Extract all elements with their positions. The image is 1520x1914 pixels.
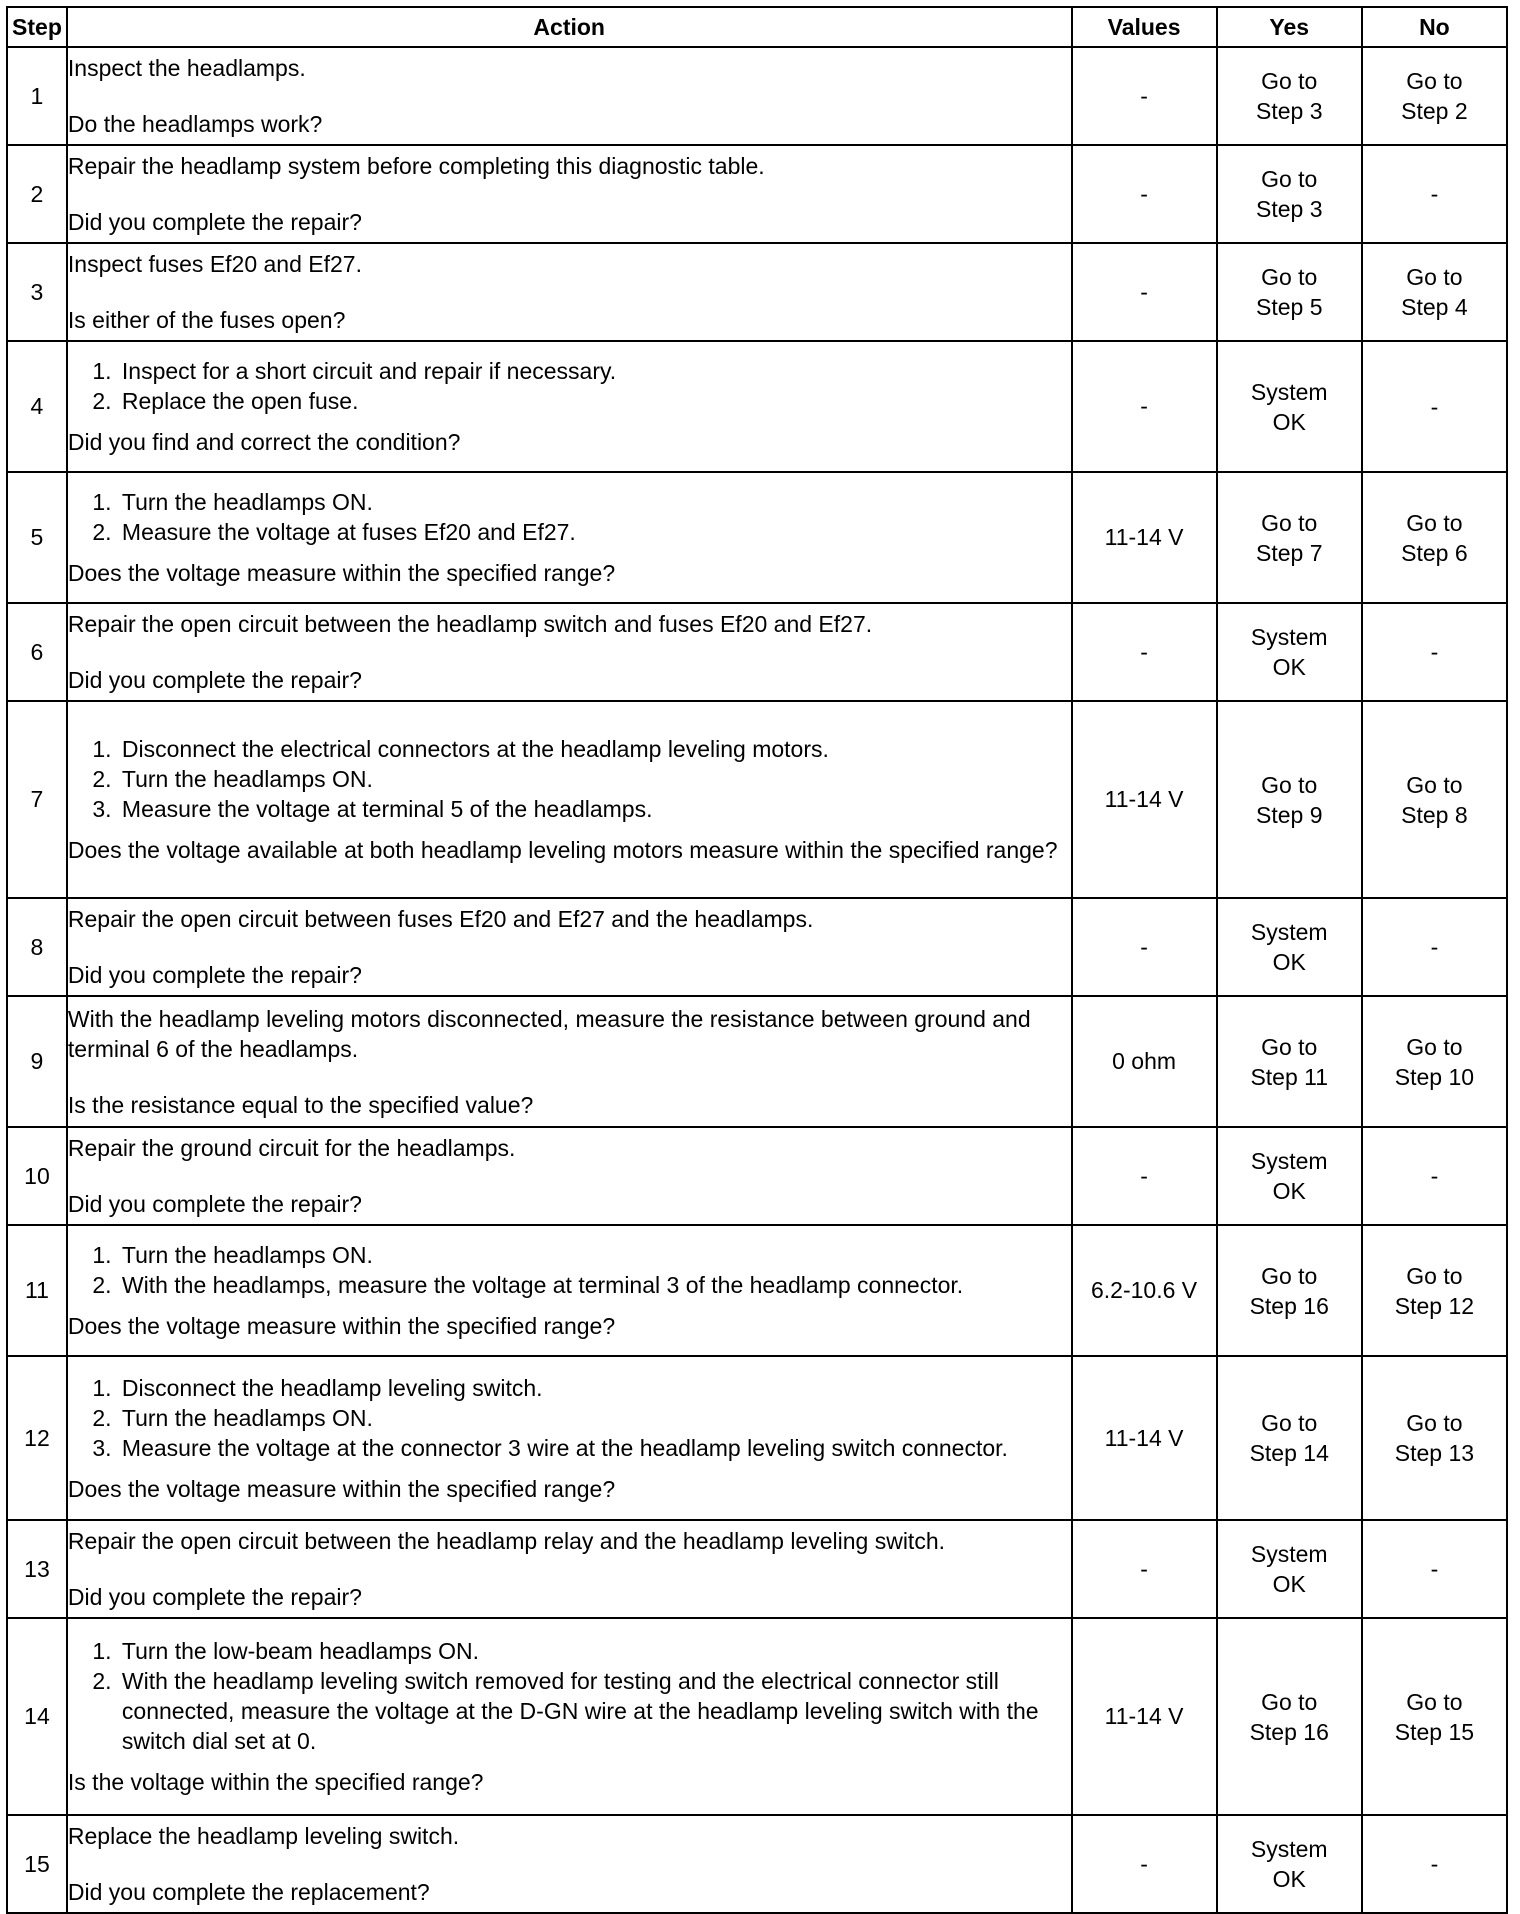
table-row [7,145,1507,243]
table-row [7,1815,1507,1913]
action-substep: 1. Disconnect the headlamp leveling switch. [118,1373,1071,1403]
table-row [7,1618,1507,1815]
action-substep: 2. Turn the headlamps ON. [118,764,1071,794]
action-instruction: Repair the headlamp system before completing this diagnostic table. [67,153,765,179]
table-row [7,701,1507,898]
value-cell: 11-14 V [1072,472,1217,603]
yes-cell [1217,701,1362,898]
yes-line: System [1250,1541,1328,1567]
action-instruction: Repair the ground circuit for the headlamps. [67,1135,516,1161]
no-cell [1362,1127,1507,1225]
no-cell [1362,1520,1507,1618]
table-row [7,603,1507,701]
action-cell [67,243,1072,341]
no-line: Step 13 [1394,1440,1475,1466]
value-cell: - [1072,1127,1217,1225]
action-instruction: With the headlamp leveling motors disconnected, measure the resistance between ground and terminal 6 of the headlamps. [67,1005,1031,1062]
yes-cell [1217,603,1362,701]
header-row [7,7,1507,47]
yes-line: System [1250,1148,1328,1174]
yes-line: OK [1272,408,1306,435]
no-line: Go to [1406,509,1463,536]
no-cell [1362,1225,1507,1356]
header-action: Action [67,7,1072,47]
action-substeps [68,487,1071,547]
yes-line: Go to [1261,1262,1318,1289]
header-no: No [1362,7,1507,47]
yes-line: Go to [1261,1410,1318,1436]
action-substep: 1. Turn the headlamps ON. [118,487,1071,517]
yes-line: Step 7 [1255,539,1323,566]
yes-line: Go to [1261,1688,1318,1715]
action-instruction: Repair the open circuit between fuses Ef20 and Ef27 and the headlamps. [67,906,814,932]
table-row [7,472,1507,603]
value-cell: - [1072,1815,1217,1913]
value-cell: - [1072,243,1217,341]
action-cell [67,47,1072,145]
step-number: 7 [7,701,67,898]
action-question: Is either of the fuses open? [67,307,346,333]
yes-line: System [1250,624,1328,650]
step-number: 14 [7,1618,67,1815]
yes-cell [1217,472,1362,603]
yes-line: Go to [1261,166,1318,192]
header-yes: Yes [1217,7,1362,47]
table-row [7,341,1507,472]
action-cell [67,472,1072,603]
step-number: 11 [7,1225,67,1356]
table-row [7,1356,1507,1520]
yes-cell [1217,145,1362,243]
action-question: Do the headlamps work? [67,111,323,137]
action-substeps [68,1240,1071,1300]
step-number: 6 [7,603,67,701]
header-step: Step [7,7,67,47]
no-line: - [1430,1163,1439,1189]
no-line: - [1430,1556,1439,1582]
action-instruction: Repair the open circuit between the headlamp relay and the headlamp leveling switch. [67,1528,945,1554]
action-instruction: Inspect the headlamps. [67,55,306,81]
yes-line: OK [1272,1178,1306,1204]
yes-cell [1217,1520,1362,1618]
no-line: Go to [1406,1262,1463,1289]
yes-cell [1217,1815,1362,1913]
no-line: - [1430,393,1439,420]
action-question: Did you complete the replacement? [67,1879,430,1905]
action-substeps [68,734,1071,824]
yes-cell [1217,996,1362,1127]
table-row [7,1520,1507,1618]
yes-line: Step 11 [1250,1063,1329,1090]
action-substep: 2. Replace the open fuse. [118,386,1071,416]
value-cell: - [1072,1520,1217,1618]
value-cell: - [1072,47,1217,145]
yes-cell [1217,47,1362,145]
step-number: 9 [7,996,67,1127]
no-line: Go to [1406,771,1463,798]
action-question: Is the voltage within the specified range? [67,1769,484,1795]
value-cell: - [1072,898,1217,996]
step-number: 1 [7,47,67,145]
no-line: Step 6 [1401,539,1468,566]
yes-line: System [1250,378,1328,405]
no-line: - [1430,181,1439,207]
step-number: 10 [7,1127,67,1225]
action-cell [67,1815,1072,1913]
yes-line: OK [1272,1866,1306,1892]
step-number: 3 [7,243,67,341]
action-cell [67,701,1072,898]
no-line: Go to [1406,1688,1463,1715]
yes-line: Step 5 [1255,294,1323,320]
action-substep: 2. With the headlamp leveling switch removed for testing and the electrical connector still connected, measure the voltage at the D-GN wire at the headlamp leveling switch with the switch dial set at 0. [118,1666,1071,1756]
action-question: Does the voltage available at both headlamp leveling motors measure within the specified range? [67,837,1058,863]
value-cell: 6.2-10.6 V [1072,1225,1217,1356]
yes-line: Step 16 [1249,1718,1329,1745]
no-line: - [1430,639,1439,665]
yes-line: Step 3 [1255,196,1323,222]
action-cell [67,145,1072,243]
yes-cell [1217,1225,1362,1356]
action-substep: 1. Disconnect the electrical connectors at the headlamp leveling motors. [118,734,1071,764]
table-body [7,47,1507,1913]
action-question: Did you complete the repair? [67,667,362,693]
step-number: 12 [7,1356,67,1520]
action-substeps [68,1373,1071,1463]
no-cell [1362,1618,1507,1815]
value-cell: 0 ohm [1072,996,1217,1127]
step-number: 8 [7,898,67,996]
value-cell: - [1072,603,1217,701]
yes-line: Go to [1261,771,1318,798]
no-line: Step 12 [1394,1292,1475,1319]
yes-line: OK [1272,654,1306,680]
no-cell [1362,701,1507,898]
action-question: Did you complete the repair? [67,962,362,988]
value-cell: 11-14 V [1072,1356,1217,1520]
action-substep: 1. Turn the low-beam headlamps ON. [118,1636,1071,1666]
action-substep: 1. Turn the headlamps ON. [118,1240,1071,1270]
diagnostic-table [6,6,1508,1914]
action-cell [67,1127,1072,1225]
table-row [7,47,1507,145]
action-substep: 2. With the headlamps, measure the voltage at terminal 3 of the headlamp connector. [118,1270,1071,1300]
yes-line: OK [1272,1571,1306,1597]
no-cell [1362,47,1507,145]
action-question: Does the voltage measure within the specified range? [67,1475,616,1502]
action-question: Is the resistance equal to the specified value? [67,1091,534,1118]
step-number: 4 [7,341,67,472]
action-question: Does the voltage measure within the specified range? [67,1313,616,1339]
step-number: 2 [7,145,67,243]
action-substep: 2. Turn the headlamps ON. [118,1403,1071,1433]
action-cell [67,1618,1072,1815]
action-cell [67,1225,1072,1356]
no-line: Step 4 [1401,294,1468,320]
action-substep: 3. Measure the voltage at the connector 3 wire at the headlamp leveling switch connector. [118,1433,1071,1463]
yes-cell [1217,1356,1362,1520]
action-substep: 3. Measure the voltage at terminal 5 of the headlamps. [118,794,1071,824]
table-row [7,898,1507,996]
action-substep: 2. Measure the voltage at fuses Ef20 and Ef27. [118,517,1071,547]
action-instruction: Replace the headlamp leveling switch. [67,1823,460,1849]
table-row [7,1127,1507,1225]
action-cell [67,996,1072,1127]
value-cell: - [1072,145,1217,243]
yes-line: Go to [1261,509,1318,536]
no-cell [1362,145,1507,243]
no-line: Step 10 [1394,1063,1475,1090]
no-cell [1362,243,1507,341]
no-line: Go to [1406,264,1463,290]
step-number: 13 [7,1520,67,1618]
no-line: Go to [1406,1410,1463,1436]
value-cell: - [1072,341,1217,472]
action-cell [67,1520,1072,1618]
action-question: Did you complete the repair? [67,1584,362,1610]
action-question: Did you find and correct the condition? [67,429,461,455]
yes-line: Step 3 [1255,98,1323,124]
no-line: Step 15 [1394,1718,1475,1745]
action-substeps [68,356,1071,416]
no-cell [1362,603,1507,701]
no-line: Go to [1406,68,1463,94]
step-number: 5 [7,472,67,603]
yes-line: System [1250,919,1328,945]
yes-cell [1217,1618,1362,1815]
action-question: Did you complete the repair? [67,1191,362,1217]
yes-line: OK [1272,949,1306,975]
yes-line: Step 9 [1255,801,1323,828]
value-cell: 11-14 V [1072,701,1217,898]
action-instruction: Inspect fuses Ef20 and Ef27. [67,251,362,277]
table-row [7,1225,1507,1356]
step-number: 15 [7,1815,67,1913]
yes-line: Go to [1261,68,1318,94]
table-row [7,996,1507,1127]
no-line: Go to [1406,1033,1463,1060]
yes-line: System [1250,1836,1328,1862]
no-line: Step 8 [1401,801,1468,828]
no-cell [1362,341,1507,472]
value-cell: 11-14 V [1072,1618,1217,1815]
no-cell [1362,472,1507,603]
action-instruction: Repair the open circuit between the headlamp switch and fuses Ef20 and Ef27. [67,611,873,637]
header-values: Values [1072,7,1217,47]
yes-line: Go to [1261,264,1318,290]
no-cell [1362,996,1507,1127]
yes-line: Step 14 [1249,1440,1329,1466]
no-cell [1362,1356,1507,1520]
no-line: Step 2 [1401,98,1468,124]
action-cell [67,1356,1072,1520]
yes-cell [1217,243,1362,341]
no-line: - [1430,934,1439,960]
no-cell [1362,1815,1507,1913]
action-substep: 1. Inspect for a short circuit and repair if necessary. [118,356,1071,386]
action-question: Does the voltage measure within the specified range? [67,560,616,586]
yes-cell [1217,898,1362,996]
action-question: Did you complete the repair? [67,209,362,235]
no-cell [1362,898,1507,996]
yes-line: Step 16 [1249,1292,1329,1319]
action-substeps [68,1636,1071,1756]
yes-cell [1217,341,1362,472]
yes-cell [1217,1127,1362,1225]
table-row [7,243,1507,341]
action-cell [67,898,1072,996]
action-cell [67,603,1072,701]
action-cell [67,341,1072,472]
yes-line: Go to [1261,1033,1318,1060]
no-line: - [1430,1851,1439,1877]
